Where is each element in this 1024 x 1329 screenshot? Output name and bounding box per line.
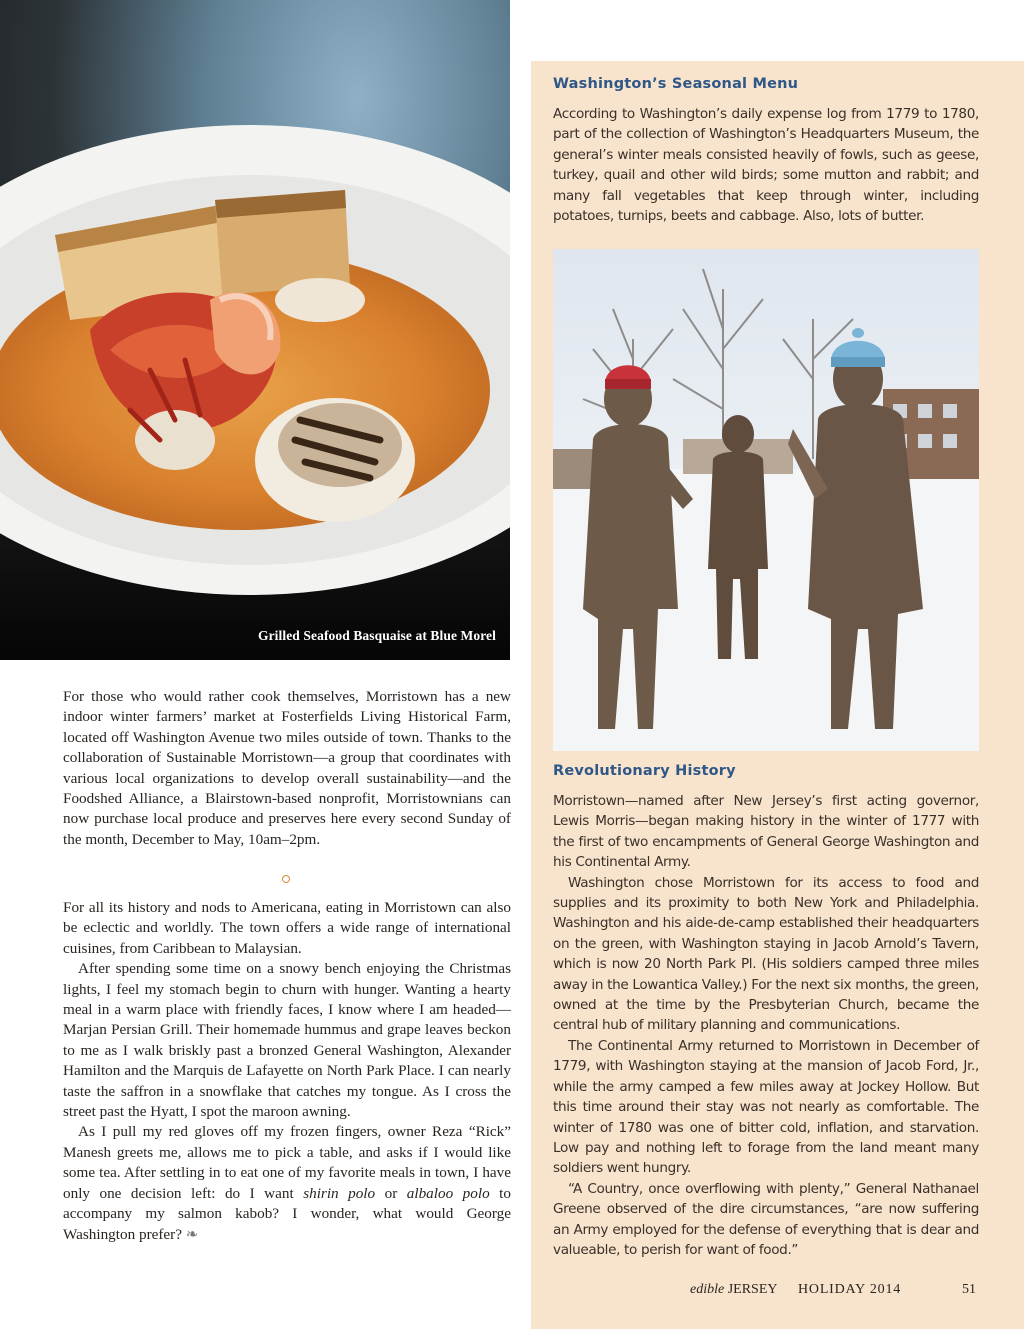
- section-divider-ornament: [282, 875, 290, 883]
- sidebar-menu-text: [553, 104, 979, 226]
- sidebar-history-text: [553, 791, 979, 1260]
- article-paragraph: For those who would rather cook themselves, Morristown has a new indoor winter farmers’ market at Fosterfields Living Historical Farm, located off Washington Avenue two miles outside of town. Thanks to the collaboration of Sustainable Morristown—a group that coordinates with various local organizations to develop overall sustainability—and the Foodshed Alliance, a Blairstown-based nonprofit, Morristownians can now purchase local produce and preserves here every second Sunday of the month, December to May, 10am–2pm.: [63, 688, 511, 848]
- photo-caption: Grilled Seafood Basquaise at Blue Morel: [257, 628, 496, 643]
- paragraph-text: to accompany my salmon kabob? I wonder, what would George Washington prefer?: [63, 1184, 511, 1243]
- seafood-illustration: [0, 0, 510, 660]
- dish-name: shirin polo: [303, 1184, 376, 1202]
- statues-illustration: [553, 249, 979, 751]
- statues-photo: [553, 249, 979, 751]
- sidebar-paragraph: Morristown—named after New Jersey’s first acting governor, Lewis Morris—began making history in the winter of 1777 with the first of two encampments of General George Washington and his Continental Army.: [553, 793, 979, 871]
- paragraph-text: or: [375, 1184, 407, 1202]
- sidebar-paragraph: The Continental Army returned to Morristown in December of 1779, with Washington staying at the mansion of Jacob Ford, Jr., while the army camped a few miles away at Jockey Hollow. But this time around their stay was not nearly as comfortable. The winter of 1780 was one of bitter cold, inflation, and starvation. Low pay and nothing left to forage from the land meant many soldiers went hungry.: [553, 1037, 979, 1177]
- article-paragraph: For all its history and nods to Americana, eating in Morristown can also be eclectic and worldly. The town offers a wide range of international cuisines, from Caribbean to Malaysian.: [63, 899, 511, 957]
- sidebar-paragraph: Washington chose Morristown for its access to food and supplies and its proximity to both New York and Philadelphia. Washington and his aide-de-camp established their headquarters on the green, with Washington staying in Jacob Arnold’s Tavern, which is now 20 North Park Pl. (His soldiers camped three miles away in the Lowantica Valley.) For the next six months, the green, owned at the time by the Presbyterian Church, became the central hub of military planning and communications.: [553, 874, 979, 1034]
- brand-name: JERSEY: [727, 1282, 778, 1297]
- article-column-top: [63, 687, 511, 850]
- dish-name: albaloo polo: [406, 1184, 490, 1202]
- sidebar-paragraph: “A Country, once overflowing with plenty,” General Nathanael Greene observed of the dire circumstances, “are now suffering an Army employed for the defense of everything that is dear and valueable, to perish for want of food.”: [553, 1180, 979, 1258]
- article-paragraph: [63, 1122, 511, 1244]
- sidebar-heading-menu: Washington’s Seasonal Menu: [553, 76, 799, 92]
- sidebar-paragraph: According to Washington’s daily expense log from 1779 to 1780, part of the collection of Washington’s Headquarters Museum, the general’s winter meals consisted heavily of fowls, such as geese, turkey, quail and other wild birds; some mutton and rabbit; and many fall vegetables that keep through winter, including potatoes, turnips, beets and cabbage. Also, lots of butter.: [553, 106, 979, 225]
- seafood-photo: [0, 0, 510, 660]
- article-paragraph: After spending some time on a snowy bench enjoying the Christmas lights, I feel my stomach begin to churn with hunger. Wanting a hearty meal in a warm place with friendly faces, I know where I am headed—Marjan Persian Grill. Their homemade hummus and grape leaves beckon to me as I walk briskly past a bronzed General Washington, Alexander Hamilton and the Marquis de Lafayette on North Park Place. I can nearly taste the saffron in a snowflake that catches my tongue. As I cross the street past the Hyatt, I spot the maroon awning.: [63, 960, 511, 1121]
- magazine-brand: [690, 1282, 778, 1298]
- end-mark-icon: ❧: [185, 1225, 199, 1243]
- issue-label: HOLIDAY 2014: [798, 1282, 902, 1297]
- brand-italic: edible: [690, 1282, 725, 1297]
- page-number: 51: [962, 1282, 976, 1297]
- article-column-bottom: [63, 898, 511, 1245]
- paragraph-text: As I pull my red gloves off my frozen fingers, owner Reza “Rick” Manesh greets me, allows me to pick a table, and asks if I would like some tea. After settling in to eat one of my favorite meals in town, I have only one decision left: do I want: [63, 1123, 511, 1202]
- sidebar-heading-history: Revolutionary History: [553, 763, 736, 779]
